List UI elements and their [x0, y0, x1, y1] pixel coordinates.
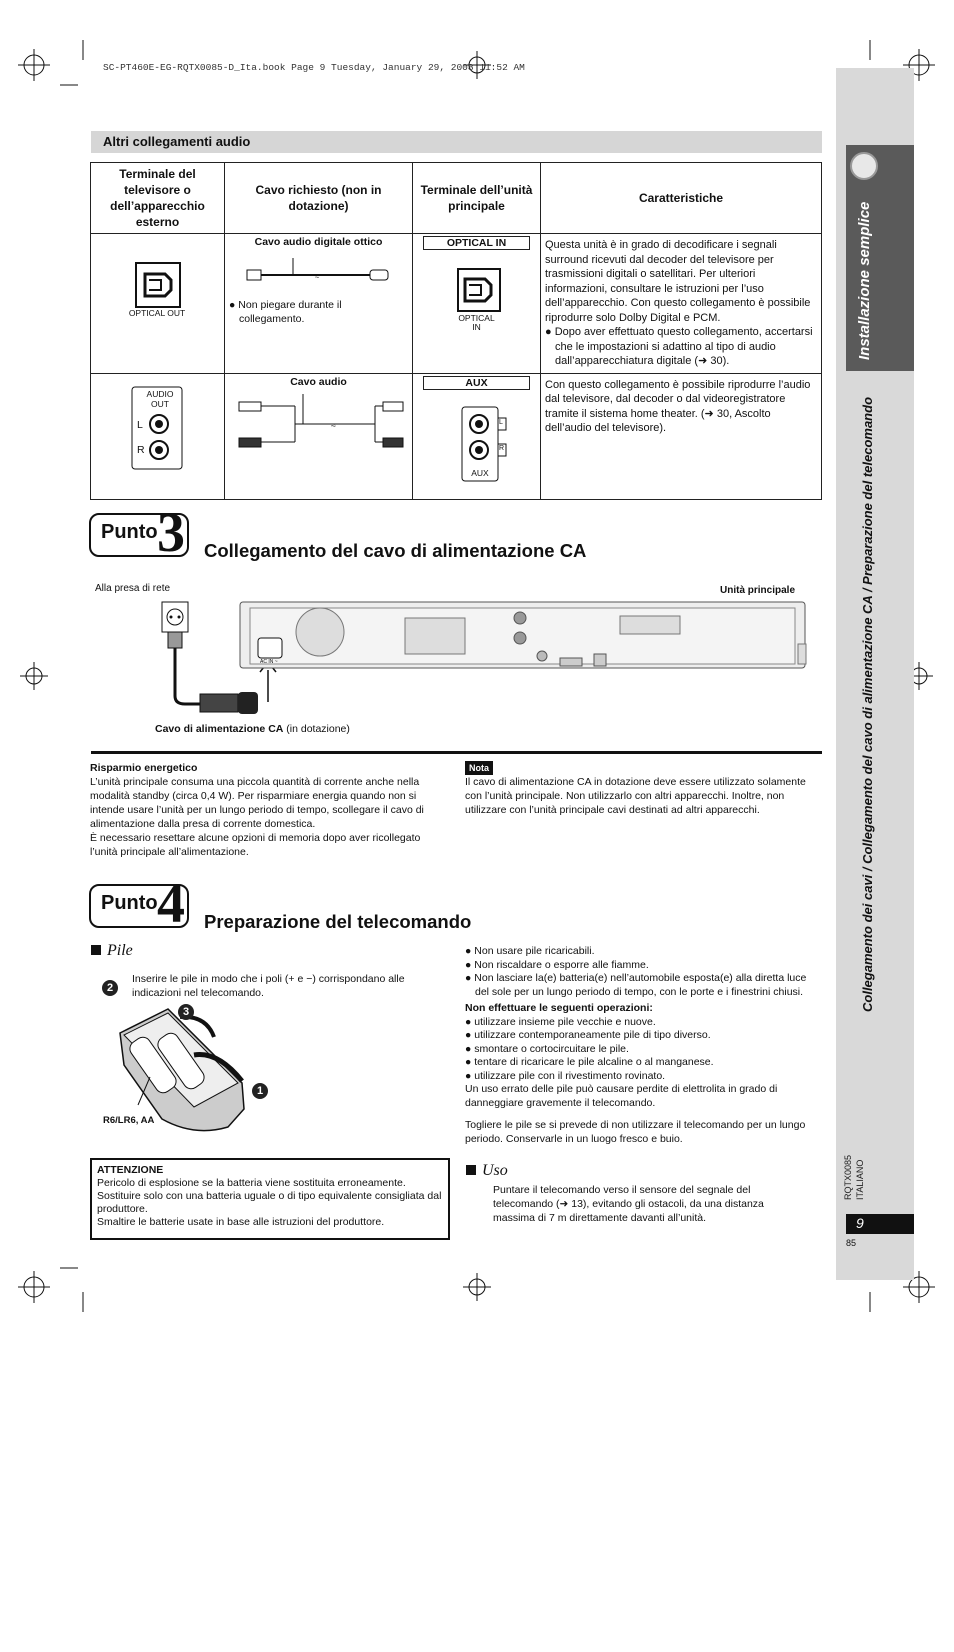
step-2-marker: 2: [102, 980, 118, 996]
aux-left-label: L: [499, 418, 503, 426]
battery-precautions: [465, 945, 823, 1146]
note-block: [465, 761, 815, 817]
outlet-label: Alla presa di rete: [95, 583, 171, 594]
operation-item: ● utilizzare insieme pile vecchie e nuove.: [465, 1015, 656, 1028]
energy-saving-block: [90, 761, 450, 859]
aux-label: AUX: [471, 467, 489, 478]
step-4-badge: Punto 4: [89, 884, 189, 928]
unit-terminal-cell: [413, 234, 541, 374]
power-cable-label: Cavo di alimentazione CA (in dotazione): [155, 723, 350, 735]
optical-port-icon: [457, 268, 501, 312]
energy-saving-heading: Risparmio energetico: [90, 762, 198, 774]
device-terminal-cell: [91, 234, 225, 374]
caution-line: Pericolo di esplosione se la batteria viene sostituita erroneamente.: [97, 1177, 406, 1189]
audio-cable-icon: [235, 392, 405, 456]
sidebar-chapter-title: Collegamento dei cavi / Collegamento del cavo di alimentazione CA / Preparazione del telecomando: [860, 396, 875, 1012]
aux-tag: AUX: [423, 376, 530, 390]
note-text: Il cavo di alimentazione CA in dotazione deve essere utilizzato solamente con l’unità principale. Non utilizzarlo con altri apparecchi. Inoltre, non utilizzare con l’unità principale cavi destinati ad altri apparecchi.: [465, 776, 806, 816]
optical-cable-icon: [245, 256, 395, 292]
cable-cell: [225, 373, 413, 499]
battery-type-label: R6/LR6, AA: [103, 1115, 155, 1126]
step-3-badge: Punto 3: [89, 513, 189, 557]
storage-advice: Togliere le pile se si prevede di non utilizzare il telecomando per un lungo periodo. Conservarle in un luogo fresco e buio.: [465, 1119, 806, 1145]
caution-heading: ATTENZIONE: [97, 1164, 164, 1176]
table-header: Terminale dell’unità principale: [413, 163, 541, 234]
cable-cell: [225, 234, 413, 374]
operations-heading: Non effettuare le seguenti operazioni:: [465, 1002, 653, 1014]
optical-out-label: OPTICAL OUT: [128, 308, 186, 318]
operation-item: ● smontare o cortocircuitare le pile.: [465, 1042, 629, 1055]
optical-in-tag: OPTICAL IN: [423, 236, 530, 250]
table-row: [91, 373, 822, 499]
energy-saving-text: È necessario resettare alcune opzioni di memoria dopo aver ricollegato l’unità principale all’alimentazione.: [90, 832, 421, 858]
cable-title: Cavo audio: [290, 375, 347, 388]
optical-port-icon: [135, 262, 181, 308]
features-cell: [541, 373, 822, 499]
operation-item: ● utilizzare contemporaneamente pile di tipo diverso.: [465, 1029, 711, 1041]
page-number: 9: [846, 1214, 914, 1234]
table-header-row: [91, 163, 822, 234]
precaution-item: ● Non lasciare la(e) batteria(e) nell’automobile esposta(e) alla diretta luce del sole per un lungo periodo di tempo, con le porte e i finestrini chiusi.: [465, 972, 807, 998]
square-bullet-icon: [91, 945, 101, 955]
step-3-title: Collegamento del cavo di alimentazione CA: [204, 540, 587, 561]
ac-inlet-label: AC IN ~: [260, 659, 278, 665]
unit-terminal-cell: [413, 373, 541, 499]
usage-text: Puntare il telecomando verso il sensore del segnale del telecomando (➜ 13), evitando gli ostacoli, da una distanza massima di 7 m direttamente davanti all’unità.: [493, 1184, 764, 1224]
file-header-line: SC-PT460E-EG-RQTX0085-D_Ita.book Page 9 Tuesday, January 29, 2008 11:52 AM: [103, 62, 525, 73]
feature-description: Con questo collegamento è possibile riprodurre l’audio dal televisore, dal decoder o dal videoregistratore tramite il sistema home theater. (➜ 30, Ascolto dell’audio del televisore).: [545, 378, 811, 434]
operation-item: ● utilizzare pile con il rivestimento rovinato.: [465, 1069, 666, 1082]
section-title-bar: Altri collegamenti audio: [91, 131, 822, 153]
misuse-warning: Un uso errato delle pile può causare perdite di elettrolita in grado di danneggiare gravemente il telecomando.: [465, 1083, 778, 1109]
precaution-item: ● Non usare pile ricaricabili.: [465, 945, 595, 957]
power-connection-diagram: [150, 596, 810, 726]
batteries-heading: Pile: [91, 942, 133, 960]
svg-text:≈: ≈: [315, 272, 320, 281]
left-channel-label: L: [137, 418, 143, 431]
svg-text:≈: ≈: [331, 419, 336, 430]
step-3-marker: 3: [178, 1004, 194, 1020]
optical-in-label: OPTICAL IN: [458, 313, 495, 332]
wrench-icon: [850, 152, 878, 180]
operation-item: ● tentare di ricaricare le pile alcaline o al manganese.: [465, 1056, 714, 1068]
precaution-item: ● Non riscaldare o esporre alle fiamme.: [465, 958, 649, 971]
features-cell: [541, 234, 822, 374]
note-badge: Nota: [465, 761, 493, 775]
table-header: Caratteristiche: [541, 163, 822, 234]
main-unit-label: Unità principale: [720, 585, 796, 596]
cable-note: ● Non piegare durante il collegamento.: [229, 299, 342, 325]
energy-saving-text: L’unità principale consuma una piccola quantità di corrente anche nella modalità standby (circa 0,4 W). Per risparmiare energia quando non si intende usare l’unità per un lungo periodo di tempo, scollegare il cavo di alimentazione dalla presa di corrente domestica.: [90, 776, 424, 830]
right-channel-label: R: [137, 443, 145, 456]
aux-right-label: R: [499, 444, 505, 452]
feature-description: Questa unità è in grado di decodificare i segnali surround ricevuti dal decoder del televisore per trasmissioni digitali o satellitari. Per ulteriori informazioni, consultare le istruzioni per l’uso dell’apparecchio. Con questo collegamento è possibile riprodurre solo Dolby Digital e PCM.: [545, 239, 811, 324]
square-bullet-icon: [466, 1165, 476, 1175]
device-terminal-cell: [91, 373, 225, 499]
usage-heading: Uso: [466, 1162, 508, 1180]
step-1-marker: 1: [252, 1083, 268, 1099]
page-number-small: 85: [846, 1238, 857, 1248]
caution-line: Sostituire solo con una batteria uguale o di tipo equivalente consigliata dal produttore.: [97, 1190, 442, 1215]
feature-bullet: ● Dopo aver effettuato questo collegamento, accertarsi che le impostazioni si adattino al tipo di audio dall’apparecchiatura digitale (➜ 30).: [545, 326, 813, 367]
cable-title: Cavo audio digitale ottico: [254, 236, 383, 248]
step-4-title: Preparazione del telecomando: [204, 911, 472, 932]
audio-out-label: AUDIO OUT: [146, 388, 174, 409]
audio-connections-table: [90, 162, 822, 500]
table-header: Cavo richiesto (non in dotazione): [225, 163, 413, 234]
section-divider: [91, 751, 822, 754]
battery-instruction: Inserire le pile in modo che i poli (+ e −) corrispondano alle indicazioni nel telecomando.: [132, 973, 405, 999]
caution-box: [90, 1158, 450, 1240]
caution-line: Smaltire le batterie usate in base alle istruzioni del produttore.: [97, 1216, 385, 1228]
table-header: Terminale del televisore o dell’apparecchio esterno: [91, 163, 225, 234]
sidebar-section-title: Installazione semplice: [856, 201, 873, 360]
table-row: [91, 234, 822, 374]
